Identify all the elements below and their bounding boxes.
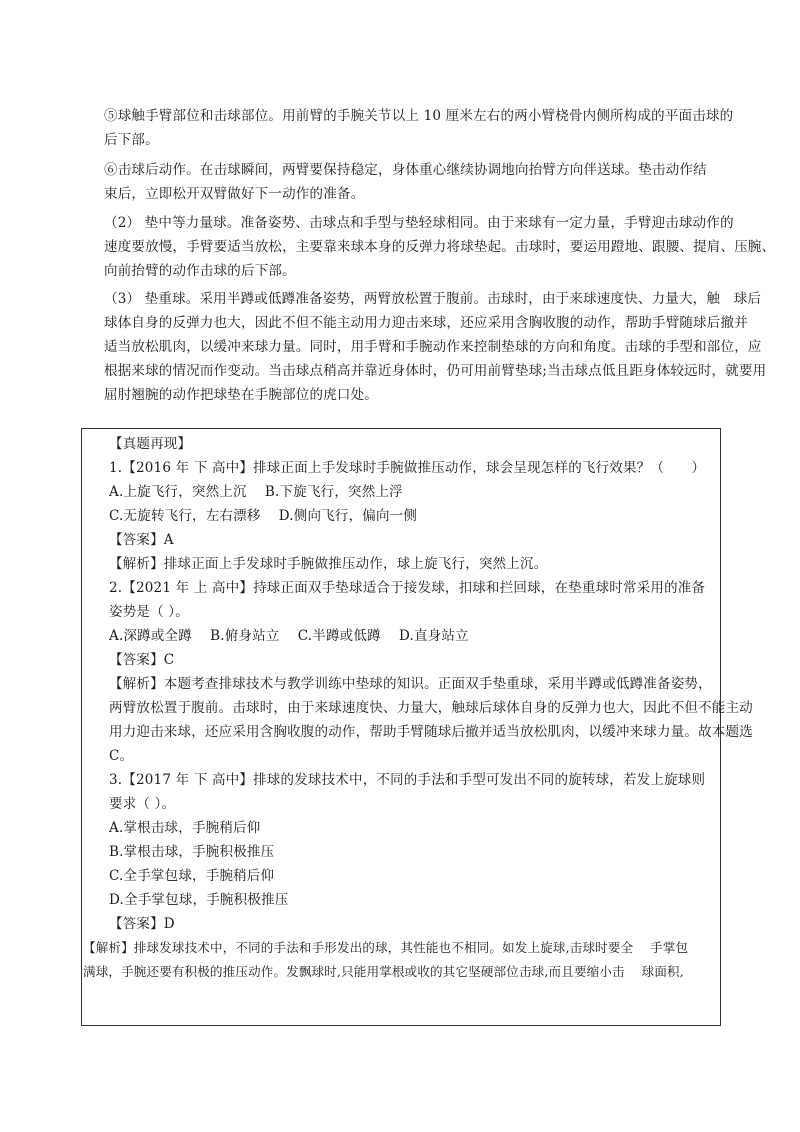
text-line: （3） 垫重球。采用半蹲或低蹲准备姿势，两臂放松置于腹前。击球时，由于来球速度快、力量大，触 球后 bbox=[104, 291, 762, 307]
question-1-options-ab: A.上旋飞行，突然上沉 B.下旋飞行，突然上浮 bbox=[109, 484, 403, 500]
text-line: ⑥击球后动作。在击球瞬间，两臂要保持稳定，身体重心继续协调地向抬臂方向伴送球。垫击动作结 bbox=[104, 162, 707, 178]
question-3: 3.【2017 年 下 高中】排球的发球技术中，不同的手法和手型可发出不同的旋转球，若发上旋球则 bbox=[109, 772, 706, 788]
text-line: 向前抬臂的动作击球的后下部。 bbox=[104, 263, 296, 279]
section-heading: 【真题再现】 bbox=[109, 436, 192, 452]
paragraph-3 bbox=[104, 211, 776, 283]
paragraph-4 bbox=[104, 287, 767, 407]
exam-questions-content bbox=[83, 432, 753, 984]
question-2-options: A.深蹲或全蹲 B.俯身站立 C.半蹲或低蹲 D.直身站立 bbox=[109, 628, 469, 644]
question-2-answer: 【答案】C bbox=[109, 652, 175, 668]
question-2-explanation: 用力迎击来球，还应采用含胸收腹的动作，帮助手臂随球后撤并适当放松肌肉，以缓冲来球力量。故本题选 bbox=[109, 724, 753, 740]
text-line: 根据来球的情况而作变动。当击球点稍高并靠近身体时，仍可用前臂垫球;当击球点低且距身体较远时，就要用 bbox=[104, 363, 767, 379]
question-2-explanation: 【解析】本题考查排球技术与教学训练中垫球的知识。正面双手垫重球，采用半蹲或低蹲准备姿势， bbox=[109, 676, 712, 692]
question-2-explanation: 两臂放松置于腹前。击球时，由于来球速度快、力量大，触球后球体自身的反弹力也大，因此不但不能主动 bbox=[109, 700, 753, 716]
question-1-options-cd: C.无旋转飞行，左右漂移 D.侧向飞行，偏向一侧 bbox=[109, 508, 418, 524]
text-line: 适当放松肌肉，以缓冲来球力量。同时，用手臂和手腕动作来控制垫球的方向和角度。击球的手型和部位，应 bbox=[104, 339, 762, 355]
question-1: 1.【2016 年 下 高中】排球正面上手发球时手腕做推压动作，球会呈现怎样的飞行效果？（ ） bbox=[109, 460, 706, 476]
question-1-answer: 【答案】A bbox=[109, 532, 174, 548]
question-3-option-b: B.掌根击球，手腕积极推压 bbox=[109, 844, 275, 860]
question-3-option-c: C.全手掌包球，手腕稍后仰 bbox=[109, 868, 275, 884]
text-line: 束后，立即松开双臂做好下一动作的准备。 bbox=[104, 186, 365, 202]
question-3-explanation: 【解析】排球发球技术中，不同的手法和手形发出的球，其性能也不相同。如发上旋球,击球时要全 手掌包 bbox=[83, 940, 689, 955]
question-2-cont: 姿势是（ ）。 bbox=[109, 604, 189, 620]
question-2-explanation: C。 bbox=[109, 748, 134, 764]
text-line: （2） 垫中等力量球。准备姿势、击球点和手型与垫轻球相同。由于来球有一定力量，手臂迎击球动作的 bbox=[104, 215, 734, 231]
text-line: 屈肘翘腕的动作把球垫在手腕部位的虎口处。 bbox=[104, 387, 378, 403]
text-line: 后下部。 bbox=[104, 132, 159, 148]
text-line: 球体自身的反弹力也大，因此不但不能主动用力迎击来球，还应采用含胸收腹的动作，帮助手臂随球后撤并 bbox=[104, 315, 748, 331]
paragraph-2 bbox=[104, 158, 724, 206]
text-line: 速度要放慢，手臂要适当放松，主要靠来球本身的反弹力将球垫起。击球时，要运用蹬地、跟腰、提肩、压腕、 bbox=[104, 239, 776, 255]
question-3-option-a: A.掌根击球，手腕稍后仰 bbox=[109, 820, 261, 836]
question-3-option-d: D.全手掌包球，手腕积极推压 bbox=[109, 892, 289, 908]
paragraph-1 bbox=[104, 104, 734, 152]
question-3-answer: 【答案】D bbox=[109, 916, 175, 932]
question-2: 2.【2021 年 上 高中】持球正面双手垫球适合于接发球，扣球和拦回球，在垫重球时常采用的准备 bbox=[109, 580, 706, 596]
question-3-cont: 要求（ ）。 bbox=[109, 796, 176, 812]
question-3-explanation: 满球，手腕还要有积极的推压动作。发飘球时,只能用掌根或收的其它坚硬部位击球,而且要缩小击 球面积, bbox=[83, 964, 684, 979]
text-line: ⑤球触手臂部位和击球部位。用前臂的手腕关节以上 10 厘米左右的两小臂桡骨内侧所构成的平面击球的 bbox=[104, 108, 734, 124]
question-1-explanation: 【解析】排球正面上手发球时手腕做推压动作，球上旋飞行，突然上沉。 bbox=[109, 556, 548, 572]
